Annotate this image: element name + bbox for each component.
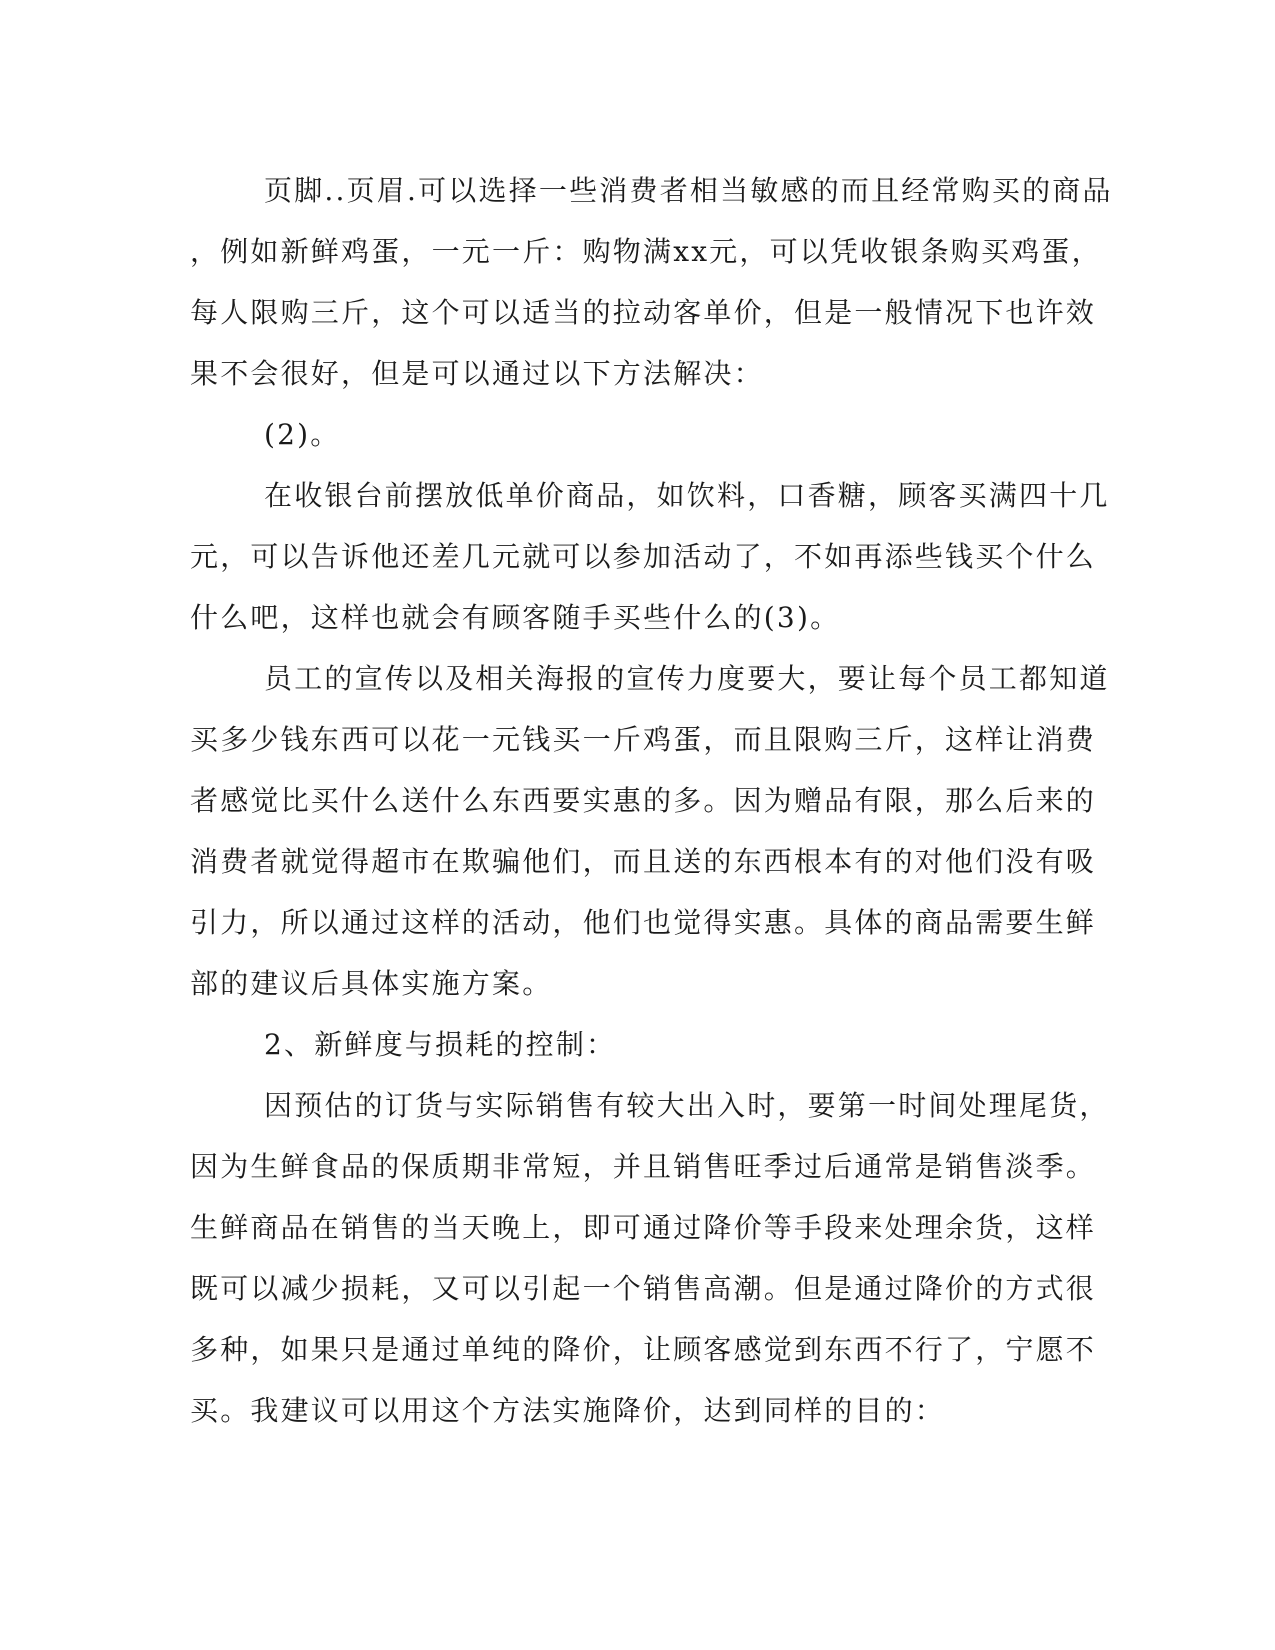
text-line: 因为生鲜食品的保质期非常短，并且销售旺季过后通常是销售淡季。 [190,1150,1097,1183]
text-line: 页脚..页眉.可以选择一些消费者相当敏感的而且经常购买的商品 [264,174,1113,207]
text-line: 员工的宣传以及相关海报的宣传力度要大，要让每个员工都知道 [264,662,1110,695]
text-line: 因预估的订货与实际销售有较大出入时，要第一时间处理尾货， [264,1089,1110,1122]
text-line: 什么吧，这样也就会有顾客随手买些什么的(3)。 [190,601,841,634]
text-line: ，例如新鲜鸡蛋，一元一斤：购物满xx元，可以凭收银条购买鸡蛋， [190,235,1102,268]
text-line: 引力，所以通过这样的活动，他们也觉得实惠。具体的商品需要生鲜 [190,906,1097,939]
body-text [190,160,1113,1441]
paragraph-item-2 [190,404,1085,465]
text-line: 者感觉比买什么送什么东西要实惠的多。因为赠品有限，那么后来的 [190,784,1097,817]
text-line: 部的建议后具体实施方案。 [190,967,553,1000]
paragraph-staff-publicity [190,648,1110,1014]
text-line: 消费者就觉得超市在欺骗他们，而且送的东西根本有的对他们没有吸 [190,845,1097,878]
text-line: 果不会很好，但是可以通过以下方法解决： [190,357,764,390]
text-line: 买多少钱东西可以花一元钱买一斤鸡蛋，而且限购三斤，这样让消费 [190,723,1097,756]
text-line: 在收银台前摆放低单价商品，如饮料，口香糖，顾客买满四十几 [264,479,1110,512]
paragraph-checkout-display [190,465,1110,648]
section-heading-freshness [190,1014,1085,1075]
text-line: 每人限购三斤，这个可以适当的拉动客单价，但是一般情况下也许效 [190,296,1097,329]
text-line: 元，可以告诉他还差几元就可以参加活动了，不如再添些钱买个什么 [190,540,1097,573]
text-line: 买。我建议可以用这个方法实施降价，达到同样的目的： [190,1394,946,1427]
section-heading: 2、新鲜度与损耗的控制： [264,1028,617,1061]
text-line: (2)。 [264,418,341,451]
text-line: 多种，如果只是通过单纯的降价，让顾客感觉到东西不行了，宁愿不 [190,1333,1097,1366]
text-line: 生鲜商品在销售的当天晚上，即可通过降价等手段来处理余货，这样 [190,1211,1097,1244]
text-line: 既可以减少损耗，又可以引起一个销售高潮。但是通过降价的方式很 [190,1272,1097,1305]
paragraph-clearance [190,1075,1110,1441]
paragraph-promotion-intro [190,160,1113,404]
